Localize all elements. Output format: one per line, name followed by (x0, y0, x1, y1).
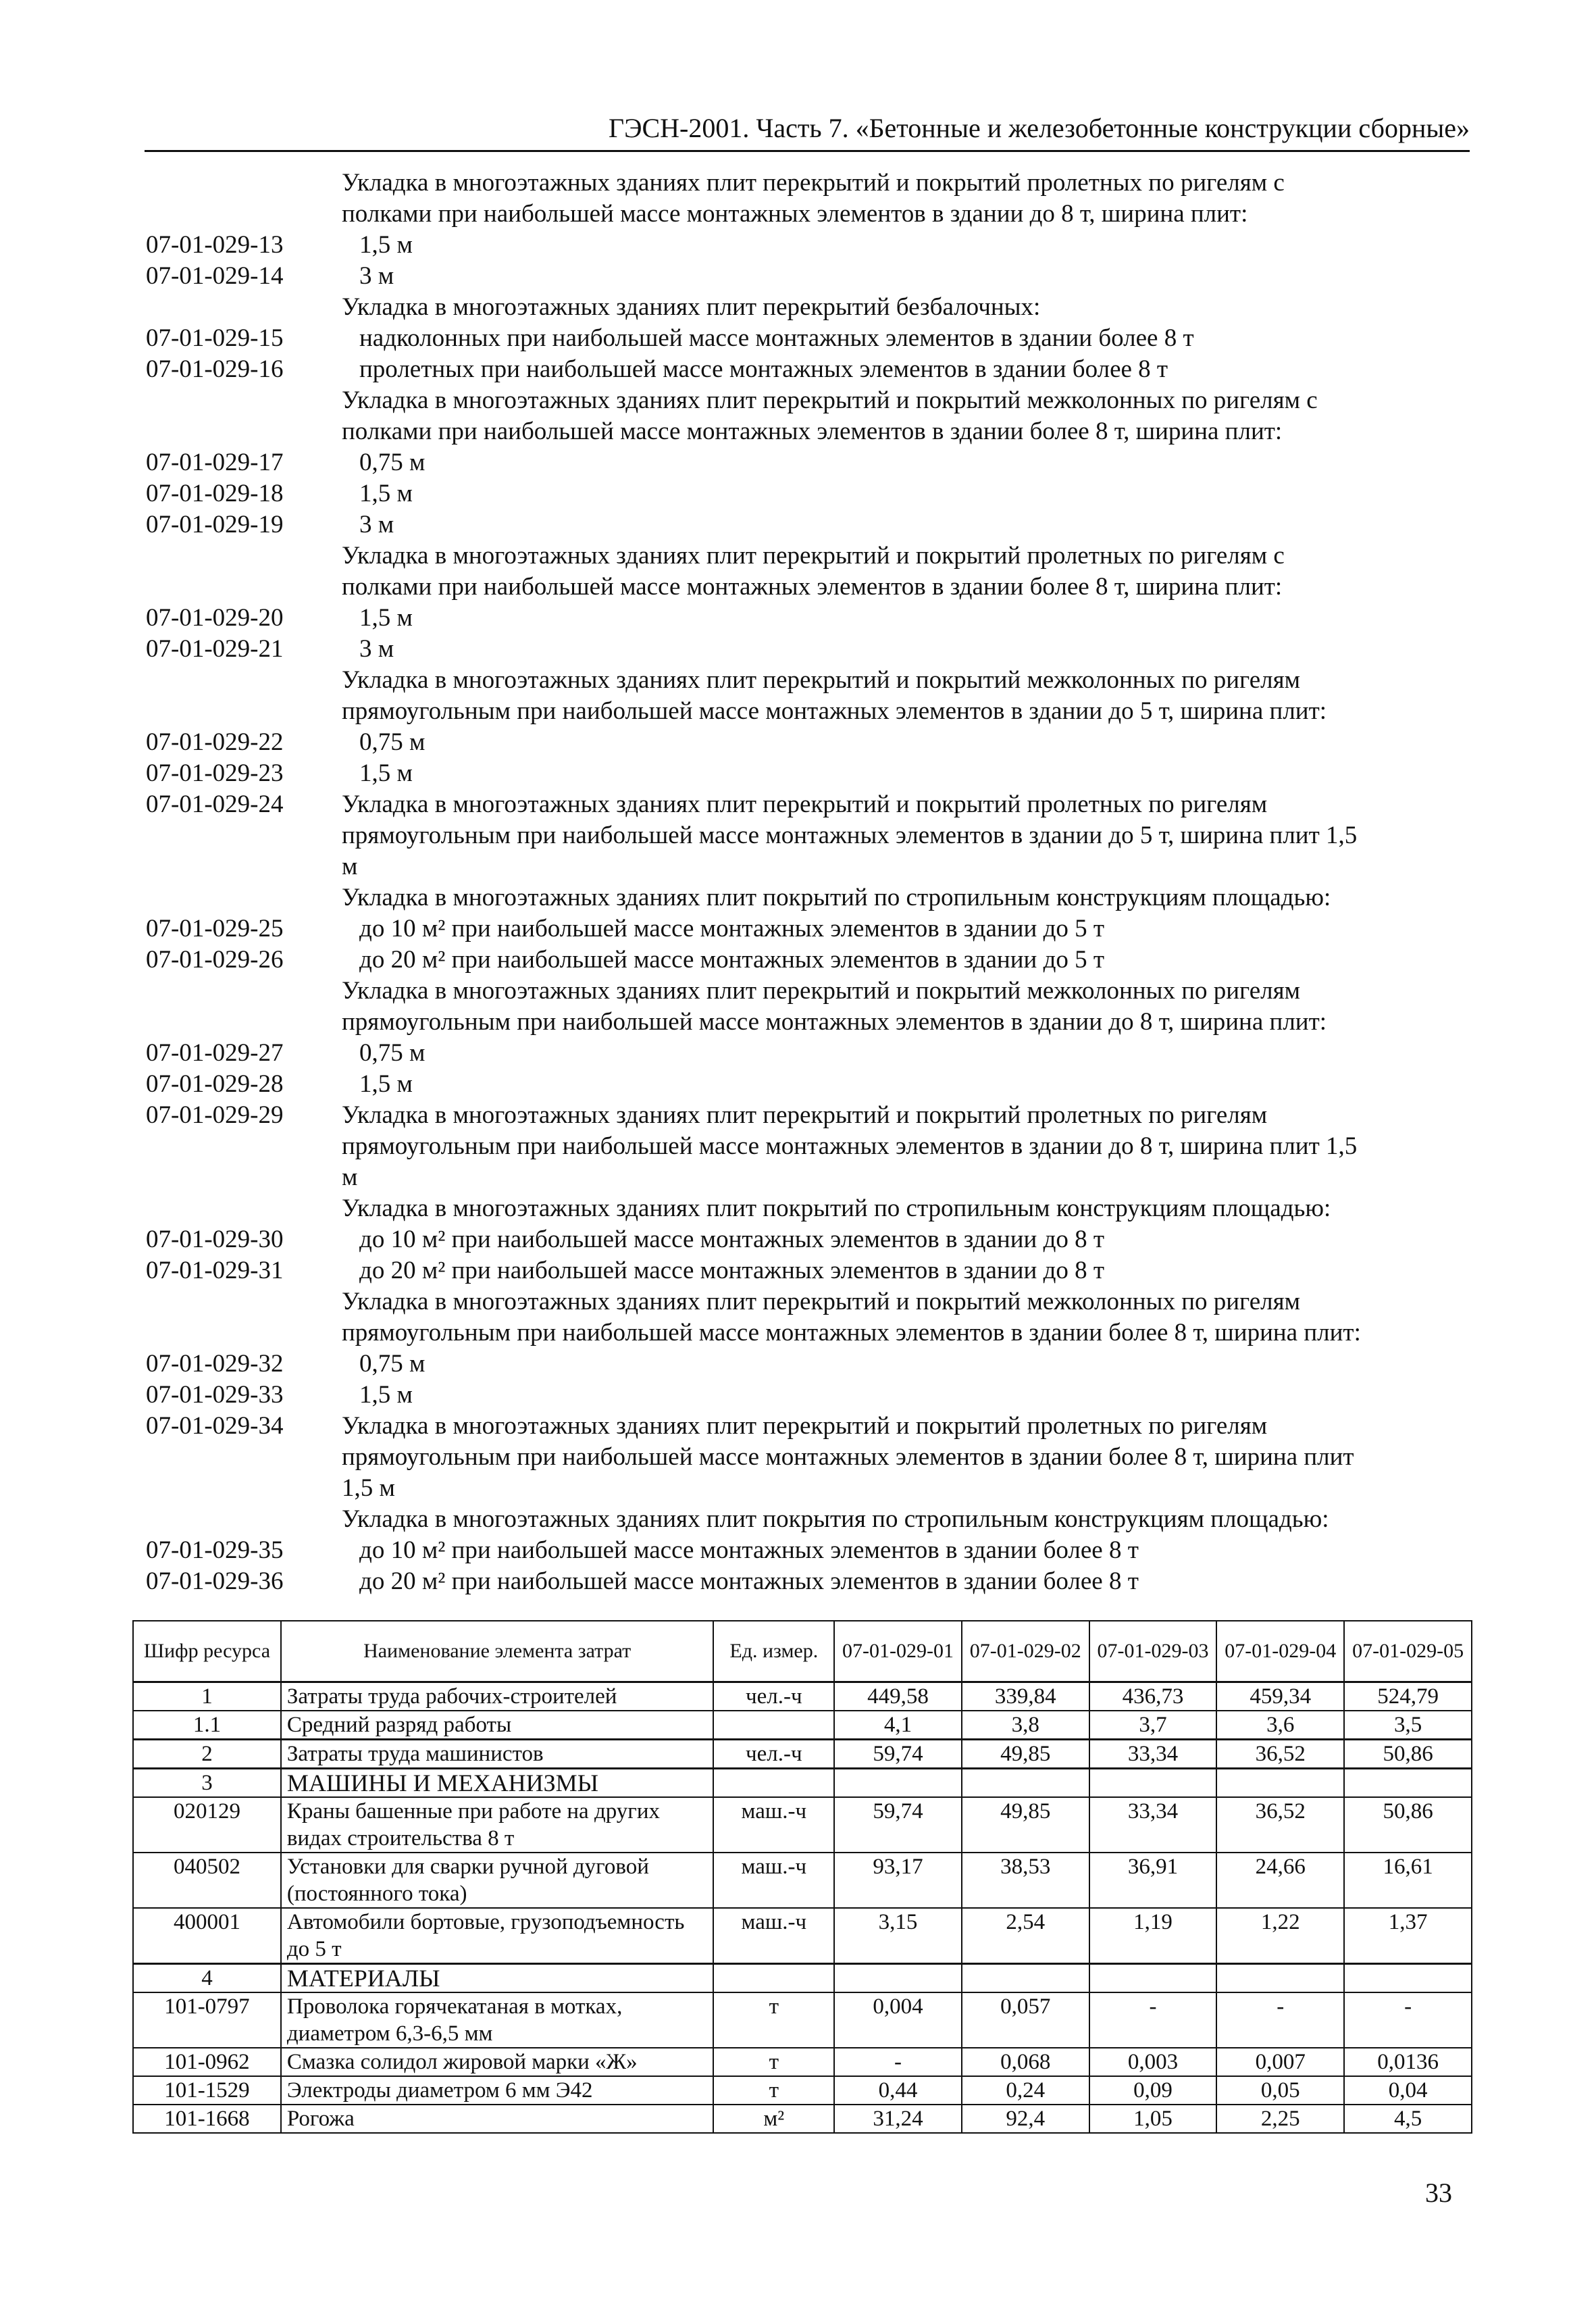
header-title: ГЭСН-2001. Часть 7. «Бетонные и железобетонные конструкции сборные» (608, 113, 1470, 143)
norm-description: до 20 м² при наибольшей массе монтажных элементов в здании до 5 т (359, 946, 1105, 974)
value-cell: 0,44 (834, 2076, 962, 2105)
norm-code (146, 572, 342, 603)
norm-code: 07-01-029-32 (146, 1350, 284, 1378)
list-item (146, 1442, 1470, 1473)
norm-description: надколонных при наибольшей массе монтажных элементов в здании более 8 т (359, 324, 1194, 352)
resource-name: Затраты труда рабочих-строителей (281, 1682, 714, 1711)
norm-code (146, 168, 342, 199)
norm-description: Укладка в многоэтажных зданиях плит покрытий по стропильным конструкциям площадью: (342, 1194, 1331, 1222)
norm-code (146, 1193, 342, 1224)
value-cell: 0,007 (1216, 2048, 1344, 2076)
norm-description: до 20 м² при наибольшей массе монтажных элементов в здании до 8 т (359, 1257, 1105, 1284)
norm-code (146, 1131, 342, 1162)
value-cell: 3,8 (962, 1711, 1089, 1740)
list-item (146, 945, 1470, 976)
list-item (146, 199, 1470, 230)
list-item (146, 572, 1470, 603)
list-item (146, 758, 1470, 789)
resource-unit: маш.-ч (713, 1908, 834, 1964)
norm-description: Укладка в многоэтажных зданиях плит перекрытий и покрытий межколонных по ригелям (342, 977, 1301, 1005)
norm-code: 07-01-029-16 (146, 355, 284, 383)
table-row (133, 1740, 1472, 1769)
norm-description: Укладка в многоэтажных зданиях плит перекрытий и покрытий межколонных по ригелям с (342, 386, 1318, 414)
resource-unit: маш.-ч (713, 1797, 834, 1853)
norm-description: прямоугольным при наибольшей массе монтажных элементов в здании до 8 т, ширина плит: (342, 1008, 1327, 1036)
norm-code (146, 1007, 342, 1038)
resource-name: Проволока горячекатаная в мотках, диаметром 6,3-6,5 мм (281, 1992, 714, 2048)
norm-description: полками при наибольшей массе монтажных элементов в здании до 8 т, ширина плит: (342, 200, 1248, 228)
value-cell: 524,79 (1344, 1682, 1472, 1711)
norm-code (146, 1473, 342, 1504)
norm-description: Укладка в многоэтажных зданиях плит перекрытий и покрытий пролетных по ригелям с (342, 169, 1285, 197)
norm-description: Укладка в многоэтажных зданиях плит перекрытий и покрытий пролетных по ригелям (342, 790, 1268, 818)
norm-code: 07-01-029-28 (146, 1070, 284, 1098)
value-cell: 3,15 (834, 1908, 962, 1964)
norm-description: 1,5 м (359, 604, 413, 632)
col-header-code: Шифр ресурса (133, 1621, 281, 1682)
value-cell (834, 1769, 962, 1798)
list-item (146, 1286, 1470, 1317)
col-header-05: 07-01-029-05 (1344, 1621, 1472, 1682)
norm-code: 07-01-029-13 (146, 231, 284, 259)
table-row (133, 2076, 1472, 2105)
list-item (146, 1535, 1470, 1566)
norm-description: 1,5 м (359, 1070, 413, 1098)
value-cell: 50,86 (1344, 1740, 1472, 1769)
resource-unit: т (713, 2076, 834, 2105)
norm-code (146, 696, 342, 727)
value-cell (1344, 1769, 1472, 1798)
value-cell: 59,74 (834, 1797, 962, 1853)
norm-description: прямоугольным при наибольшей массе монтажных элементов в здании до 5 т, ширина плит 1,5 (342, 822, 1358, 849)
norm-description: полками при наибольшей массе монтажных элементов в здании более 8 т, ширина плит: (342, 573, 1283, 601)
value-cell: 33,34 (1089, 1797, 1217, 1853)
value-cell: 33,34 (1089, 1740, 1217, 1769)
list-item (146, 1131, 1470, 1162)
norm-code (146, 416, 342, 447)
value-cell: - (834, 2048, 962, 2076)
norm-description: пролетных при наибольшей массе монтажных элементов в здании более 8 т (359, 355, 1168, 383)
value-cell: 3,5 (1344, 1711, 1472, 1740)
list-item (146, 851, 1470, 882)
norm-description: 0,75 м (359, 1350, 426, 1378)
norm-description: Укладка в многоэтажных зданиях плит перекрытий и покрытий межколонных по ригелям (342, 666, 1301, 694)
value-cell: 36,91 (1089, 1853, 1217, 1908)
list-item (146, 447, 1470, 478)
list-item (146, 1380, 1470, 1411)
norm-entries-list (146, 168, 1470, 1597)
value-cell (1216, 1769, 1344, 1798)
resource-unit: чел.-ч (713, 1682, 834, 1711)
value-cell (1089, 1769, 1217, 1798)
table-row (133, 1769, 1472, 1798)
norm-description: 3 м (359, 635, 394, 663)
norm-code (146, 1442, 342, 1473)
norm-description: полками при наибольшей массе монтажных элементов в здании более 8 т, ширина плит: (342, 418, 1283, 445)
norm-code: 07-01-029-29 (146, 1101, 284, 1129)
table-body (133, 1682, 1472, 2134)
norm-code: 07-01-029-22 (146, 728, 284, 756)
resource-unit: т (713, 1992, 834, 2048)
resource-unit: чел.-ч (713, 1740, 834, 1769)
list-item (146, 323, 1470, 354)
table-row (133, 2105, 1472, 2133)
norm-code (146, 851, 342, 882)
norm-description: 3 м (359, 262, 394, 290)
value-cell: 36,52 (1216, 1740, 1344, 1769)
resource-name: Краны башенные при работе на других видах строительства 8 т (281, 1797, 714, 1853)
value-cell: 4,5 (1344, 2105, 1472, 2133)
norm-code (146, 385, 342, 416)
norm-code: 07-01-029-24 (146, 790, 284, 818)
list-item (146, 913, 1470, 945)
list-item (146, 1162, 1470, 1193)
list-item (146, 416, 1470, 447)
col-header-03: 07-01-029-03 (1089, 1621, 1217, 1682)
norm-code (146, 820, 342, 851)
list-item (146, 168, 1470, 199)
col-header-unit: Ед. измер. (713, 1621, 834, 1682)
norm-code: 07-01-029-34 (146, 1412, 284, 1440)
resource-unit: маш.-ч (713, 1853, 834, 1908)
table-row (133, 1992, 1472, 2048)
table-row (133, 1711, 1472, 1740)
norm-code: 07-01-029-18 (146, 480, 284, 507)
norm-code: 07-01-029-20 (146, 604, 284, 632)
list-item (146, 230, 1470, 261)
norm-code (146, 199, 342, 230)
resource-name: Средний разряд работы (281, 1711, 714, 1740)
value-cell: 50,86 (1344, 1797, 1472, 1853)
value-cell (1089, 1964, 1217, 1993)
norm-description: прямоугольным при наибольшей массе монтажных элементов в здании до 8 т, ширина плит 1,5 (342, 1132, 1358, 1160)
value-cell: 0,09 (1089, 2076, 1217, 2105)
list-item (146, 1411, 1470, 1442)
norm-description: Укладка в многоэтажных зданиях плит перекрытий и покрытий пролетных по ригелям с (342, 542, 1285, 570)
value-cell: 0,004 (834, 1992, 962, 2048)
resource-unit (713, 1769, 834, 1798)
list-item (146, 634, 1470, 665)
value-cell: 0,05 (1216, 2076, 1344, 2105)
value-cell: 1,37 (1344, 1908, 1472, 1964)
table-row (133, 1908, 1472, 1964)
resource-code: 101-0962 (133, 2048, 281, 2076)
norm-description: 0,75 м (359, 449, 426, 476)
resource-code: 101-0797 (133, 1992, 281, 2048)
value-cell: 16,61 (1344, 1853, 1472, 1908)
list-item (146, 1038, 1470, 1069)
value-cell: 4,1 (834, 1711, 962, 1740)
resource-code: 3 (133, 1769, 281, 1798)
norm-code (146, 1317, 342, 1349)
norm-code (146, 1286, 342, 1317)
norm-description: прямоугольным при наибольшей массе монтажных элементов в здании более 8 т, ширина плит (342, 1443, 1354, 1471)
list-item (146, 292, 1470, 323)
list-item (146, 1100, 1470, 1131)
list-item (146, 1317, 1470, 1349)
value-cell: 449,58 (834, 1682, 962, 1711)
value-cell: 2,25 (1216, 2105, 1344, 2133)
norm-code: 07-01-029-26 (146, 946, 284, 974)
resource-code: 2 (133, 1740, 281, 1769)
value-cell (834, 1964, 962, 1993)
col-header-02: 07-01-029-02 (962, 1621, 1089, 1682)
resource-unit (713, 1711, 834, 1740)
list-item (146, 665, 1470, 696)
resource-unit: т (713, 2048, 834, 2076)
running-header (145, 108, 1470, 152)
list-item (146, 1504, 1470, 1535)
resource-code: 400001 (133, 1908, 281, 1964)
value-cell: 339,84 (962, 1682, 1089, 1711)
list-item (146, 976, 1470, 1007)
norm-description: м (342, 853, 358, 880)
table-row (133, 1964, 1472, 1993)
value-cell: - (1089, 1992, 1217, 2048)
value-cell: 1,22 (1216, 1908, 1344, 1964)
value-cell: 2,54 (962, 1908, 1089, 1964)
resource-code: 4 (133, 1964, 281, 1993)
norm-code (146, 1504, 342, 1535)
norm-code (146, 665, 342, 696)
col-header-name: Наименование элемента затрат (281, 1621, 714, 1682)
norm-description: Укладка в многоэтажных зданиях плит покрытия по стропильным конструкциям площадью: (342, 1505, 1329, 1533)
list-item (146, 509, 1470, 540)
norm-code: 07-01-029-15 (146, 324, 284, 352)
resource-name: Смазка солидол жировой марки «Ж» (281, 2048, 714, 2076)
value-cell: 1,05 (1089, 2105, 1217, 2133)
list-item (146, 789, 1470, 820)
value-cell (962, 1769, 1089, 1798)
resource-name: Установки для сварки ручной дуговой (постоянного тока) (281, 1853, 714, 1908)
resource-code: 020129 (133, 1797, 281, 1853)
value-cell: 459,34 (1216, 1682, 1344, 1711)
resource-name: Автомобили бортовые, грузоподъемность до 5 т (281, 1908, 714, 1964)
norm-description: прямоугольным при наибольшей массе монтажных элементов в здании более 8 т, ширина плит: (342, 1319, 1361, 1347)
resource-code: 040502 (133, 1853, 281, 1908)
value-cell: 49,85 (962, 1740, 1089, 1769)
norm-description: 1,5 м (342, 1474, 395, 1502)
value-cell: 93,17 (834, 1853, 962, 1908)
list-item (146, 1193, 1470, 1224)
norm-code: 07-01-029-31 (146, 1257, 284, 1284)
list-item (146, 385, 1470, 416)
list-item (146, 1473, 1470, 1504)
norm-description: 1,5 м (359, 231, 413, 259)
value-cell (962, 1964, 1089, 1993)
norm-code: 07-01-029-30 (146, 1226, 284, 1253)
value-cell: 24,66 (1216, 1853, 1344, 1908)
value-cell: 0,003 (1089, 2048, 1217, 2076)
table-row (133, 1682, 1472, 1711)
resource-code: 101-1668 (133, 2105, 281, 2133)
resource-code: 1 (133, 1682, 281, 1711)
page-number: 33 (1425, 2178, 1452, 2208)
value-cell: 3,7 (1089, 1711, 1217, 1740)
value-cell: 0,04 (1344, 2076, 1472, 2105)
norm-code (146, 976, 342, 1007)
norm-description: м (342, 1163, 358, 1191)
value-cell: 0,24 (962, 2076, 1089, 2105)
value-cell: 1,19 (1089, 1908, 1217, 1964)
list-item (146, 727, 1470, 758)
value-cell: 49,85 (962, 1797, 1089, 1853)
value-cell: 38,53 (962, 1853, 1089, 1908)
table-row (133, 1797, 1472, 1853)
list-item (146, 820, 1470, 851)
resource-name: Затраты труда машинистов (281, 1740, 714, 1769)
value-cell: 31,24 (834, 2105, 962, 2133)
norm-code (146, 540, 342, 572)
norm-code (146, 882, 342, 913)
list-item (146, 1255, 1470, 1286)
norm-code: 07-01-029-27 (146, 1039, 284, 1067)
value-cell: 0,057 (962, 1992, 1089, 2048)
list-item (146, 1224, 1470, 1255)
norm-description: Укладка в многоэтажных зданиях плит перекрытий безбалочных: (342, 293, 1041, 321)
resource-code: 1.1 (133, 1711, 281, 1740)
list-item (146, 354, 1470, 385)
list-item (146, 603, 1470, 634)
norm-description: до 10 м² при наибольшей массе монтажных элементов в здании до 5 т (359, 915, 1105, 942)
value-cell: 92,4 (962, 2105, 1089, 2133)
col-header-01: 07-01-029-01 (834, 1621, 962, 1682)
norm-code: 07-01-029-19 (146, 511, 284, 538)
col-header-04: 07-01-029-04 (1216, 1621, 1344, 1682)
list-item (146, 261, 1470, 292)
norm-code: 07-01-029-25 (146, 915, 284, 942)
norm-code: 07-01-029-21 (146, 635, 284, 663)
list-item (146, 882, 1470, 913)
norm-description: 0,75 м (359, 1039, 426, 1067)
resource-code: 101-1529 (133, 2076, 281, 2105)
norm-description: Укладка в многоэтажных зданиях плит перекрытий и покрытий пролетных по ригелям (342, 1412, 1268, 1440)
norm-code: 07-01-029-36 (146, 1567, 284, 1595)
value-cell: 3,6 (1216, 1711, 1344, 1740)
resource-table (132, 1620, 1472, 2134)
norm-code: 07-01-029-33 (146, 1381, 284, 1409)
section-title: МАТЕРИАЛЫ (281, 1964, 714, 1993)
value-cell: 0,068 (962, 2048, 1089, 2076)
norm-description: 1,5 м (359, 759, 413, 787)
resource-unit: м² (713, 2105, 834, 2133)
value-cell: 36,52 (1216, 1797, 1344, 1853)
value-cell: 436,73 (1089, 1682, 1217, 1711)
value-cell: - (1344, 1992, 1472, 2048)
value-cell (1216, 1964, 1344, 1993)
value-cell: - (1216, 1992, 1344, 2048)
resource-name: Электроды диаметром 6 мм Э42 (281, 2076, 714, 2105)
norm-description: Укладка в многоэтажных зданиях плит покрытий по стропильным конструкциям площадью: (342, 884, 1331, 911)
norm-description: до 20 м² при наибольшей массе монтажных элементов в здании более 8 т (359, 1567, 1139, 1595)
norm-description: 0,75 м (359, 728, 426, 756)
norm-code: 07-01-029-17 (146, 449, 284, 476)
list-item (146, 1349, 1470, 1380)
value-cell (1344, 1964, 1472, 1993)
list-item (146, 478, 1470, 509)
table-row (133, 2048, 1472, 2076)
norm-description: прямоугольным при наибольшей массе монтажных элементов в здании до 5 т, ширина плит: (342, 697, 1327, 725)
list-item (146, 1566, 1470, 1597)
section-title: МАШИНЫ И МЕХАНИЗМЫ (281, 1769, 714, 1798)
norm-description: Укладка в многоэтажных зданиях плит перекрытий и покрытий межколонных по ригелям (342, 1288, 1301, 1315)
list-item (146, 540, 1470, 572)
norm-description: 3 м (359, 511, 394, 538)
norm-code (146, 292, 342, 323)
norm-description: 1,5 м (359, 480, 413, 507)
resource-name: Рогожа (281, 2105, 714, 2133)
list-item (146, 1007, 1470, 1038)
table-row (133, 1853, 1472, 1908)
norm-code: 07-01-029-35 (146, 1536, 284, 1564)
norm-description: Укладка в многоэтажных зданиях плит перекрытий и покрытий пролетных по ригелям (342, 1101, 1268, 1129)
value-cell: 59,74 (834, 1740, 962, 1769)
list-item (146, 696, 1470, 727)
resource-unit (713, 1964, 834, 1993)
value-cell: 0,0136 (1344, 2048, 1472, 2076)
list-item (146, 1069, 1470, 1100)
norm-code: 07-01-029-23 (146, 759, 284, 787)
norm-description: 1,5 м (359, 1381, 413, 1409)
norm-description: до 10 м² при наибольшей массе монтажных элементов в здании более 8 т (359, 1536, 1139, 1564)
table-header-row (133, 1621, 1472, 1682)
norm-code (146, 1162, 342, 1193)
norm-code: 07-01-029-14 (146, 262, 284, 290)
norm-description: до 10 м² при наибольшей массе монтажных элементов в здании до 8 т (359, 1226, 1105, 1253)
